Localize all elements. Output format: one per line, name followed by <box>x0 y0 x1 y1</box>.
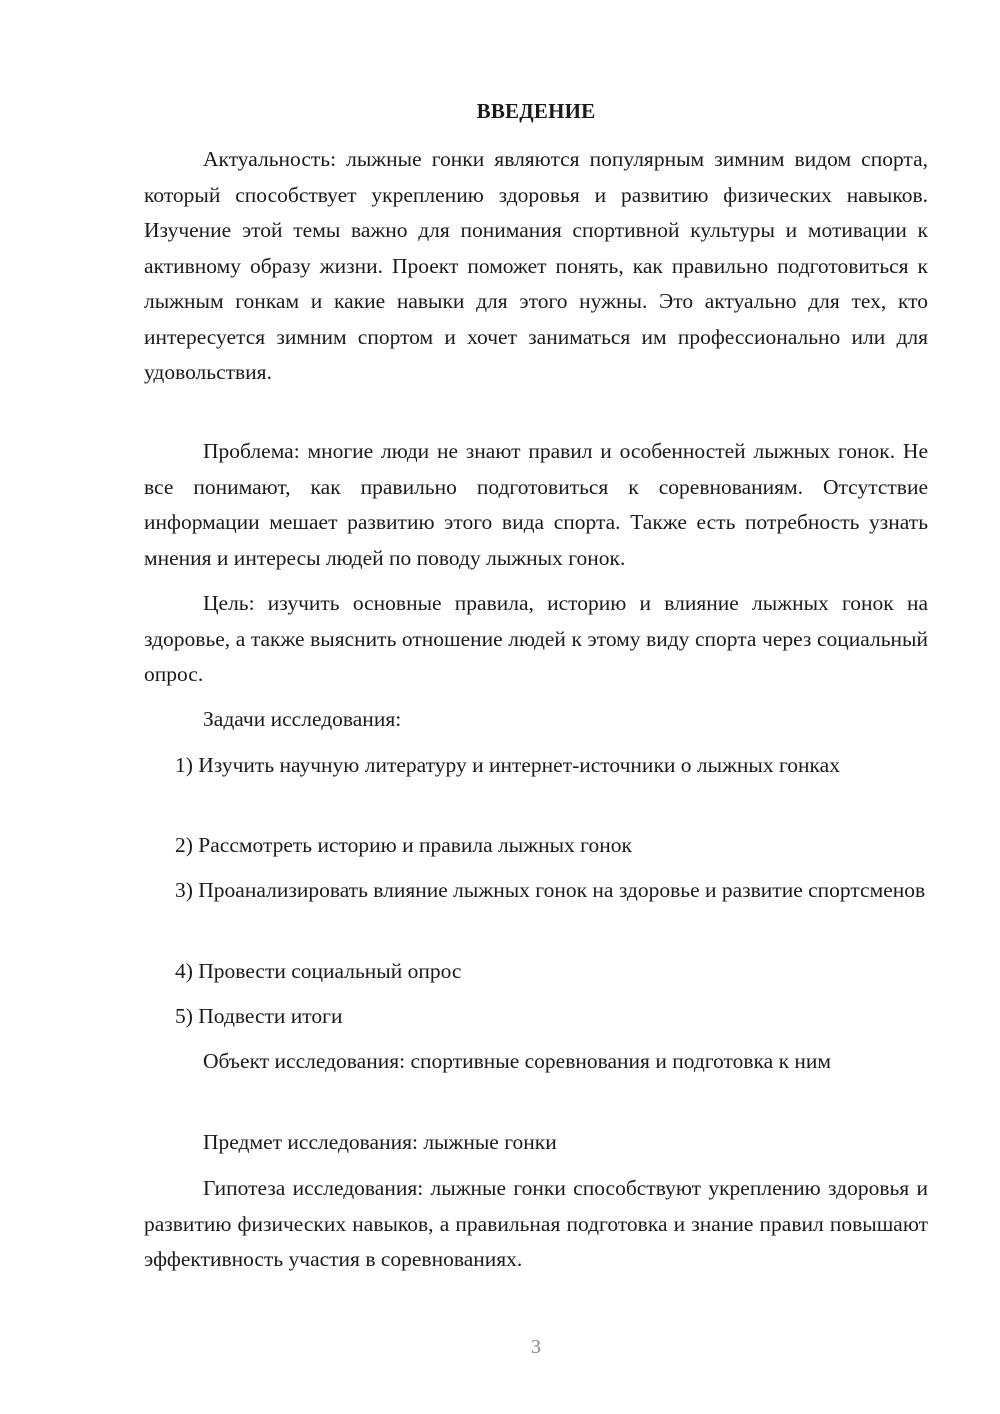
paragraph-subject: Предмет исследования: лыжные гонки <box>203 1130 557 1154</box>
list-item: 2) Рассмотреть историю и правила лыжных гонок <box>175 833 632 857</box>
paragraph-goal: Цель: изучить основные правила, историю и влияние лыжных гонок на здоровье, а также выяснить отношение людей к этому виду спорта через социальный опрос. <box>144 591 928 686</box>
paragraph-hypothesis: Гипотеза исследования: лыжные гонки способствуют укреплению здоровья и развитию физических навыков, а правильная подготовка и знание правил повышают эффективность участия в соревнованиях. <box>144 1176 928 1271</box>
list-item: 1) Изучить научную литературу и интернет-источники о лыжных гонках <box>175 753 840 777</box>
list-item: 3) Проанализировать влияние лыжных гонок на здоровье и развитие спортсменов <box>175 878 926 902</box>
document-page <box>144 0 928 1414</box>
page-number: 3 <box>531 1336 541 1358</box>
paragraph-problem: Проблема: многие люди не знают правил и особенностей лыжных гонок. Не все понимают, как правильно подготовиться к соревнованиям. Отсутствие информации мешает развитию этого вида спорта. Также есть потребность узнать мнения и интересы людей по поводу лыжных гонок. <box>144 439 928 570</box>
list-item: 5) Подвести итоги <box>175 1004 343 1028</box>
paragraph-relevance: Актуальность: лыжные гонки являются популярным зимним видом спорта, который способствует укреплению здоровья и развитию физических навыков. Изучение этой темы важно для понимания спортивной культуры и мотивации к активному образу жизни. Проект поможет понять, как правильно подготовиться к лыжным гонкам и какие навыки для этого нужны. Это актуально для тех, кто интересуется зимним спортом и хочет заниматься им профессионально или для удовольствия. <box>144 147 928 384</box>
paragraph-object: Объект исследования: спортивные соревнования и подготовка к ним <box>203 1049 832 1073</box>
tasks-heading: Задачи исследования: <box>203 707 402 731</box>
page-title: ВВЕДЕНИЕ <box>476 99 596 123</box>
list-item: 4) Провести социальный опрос <box>175 959 462 983</box>
